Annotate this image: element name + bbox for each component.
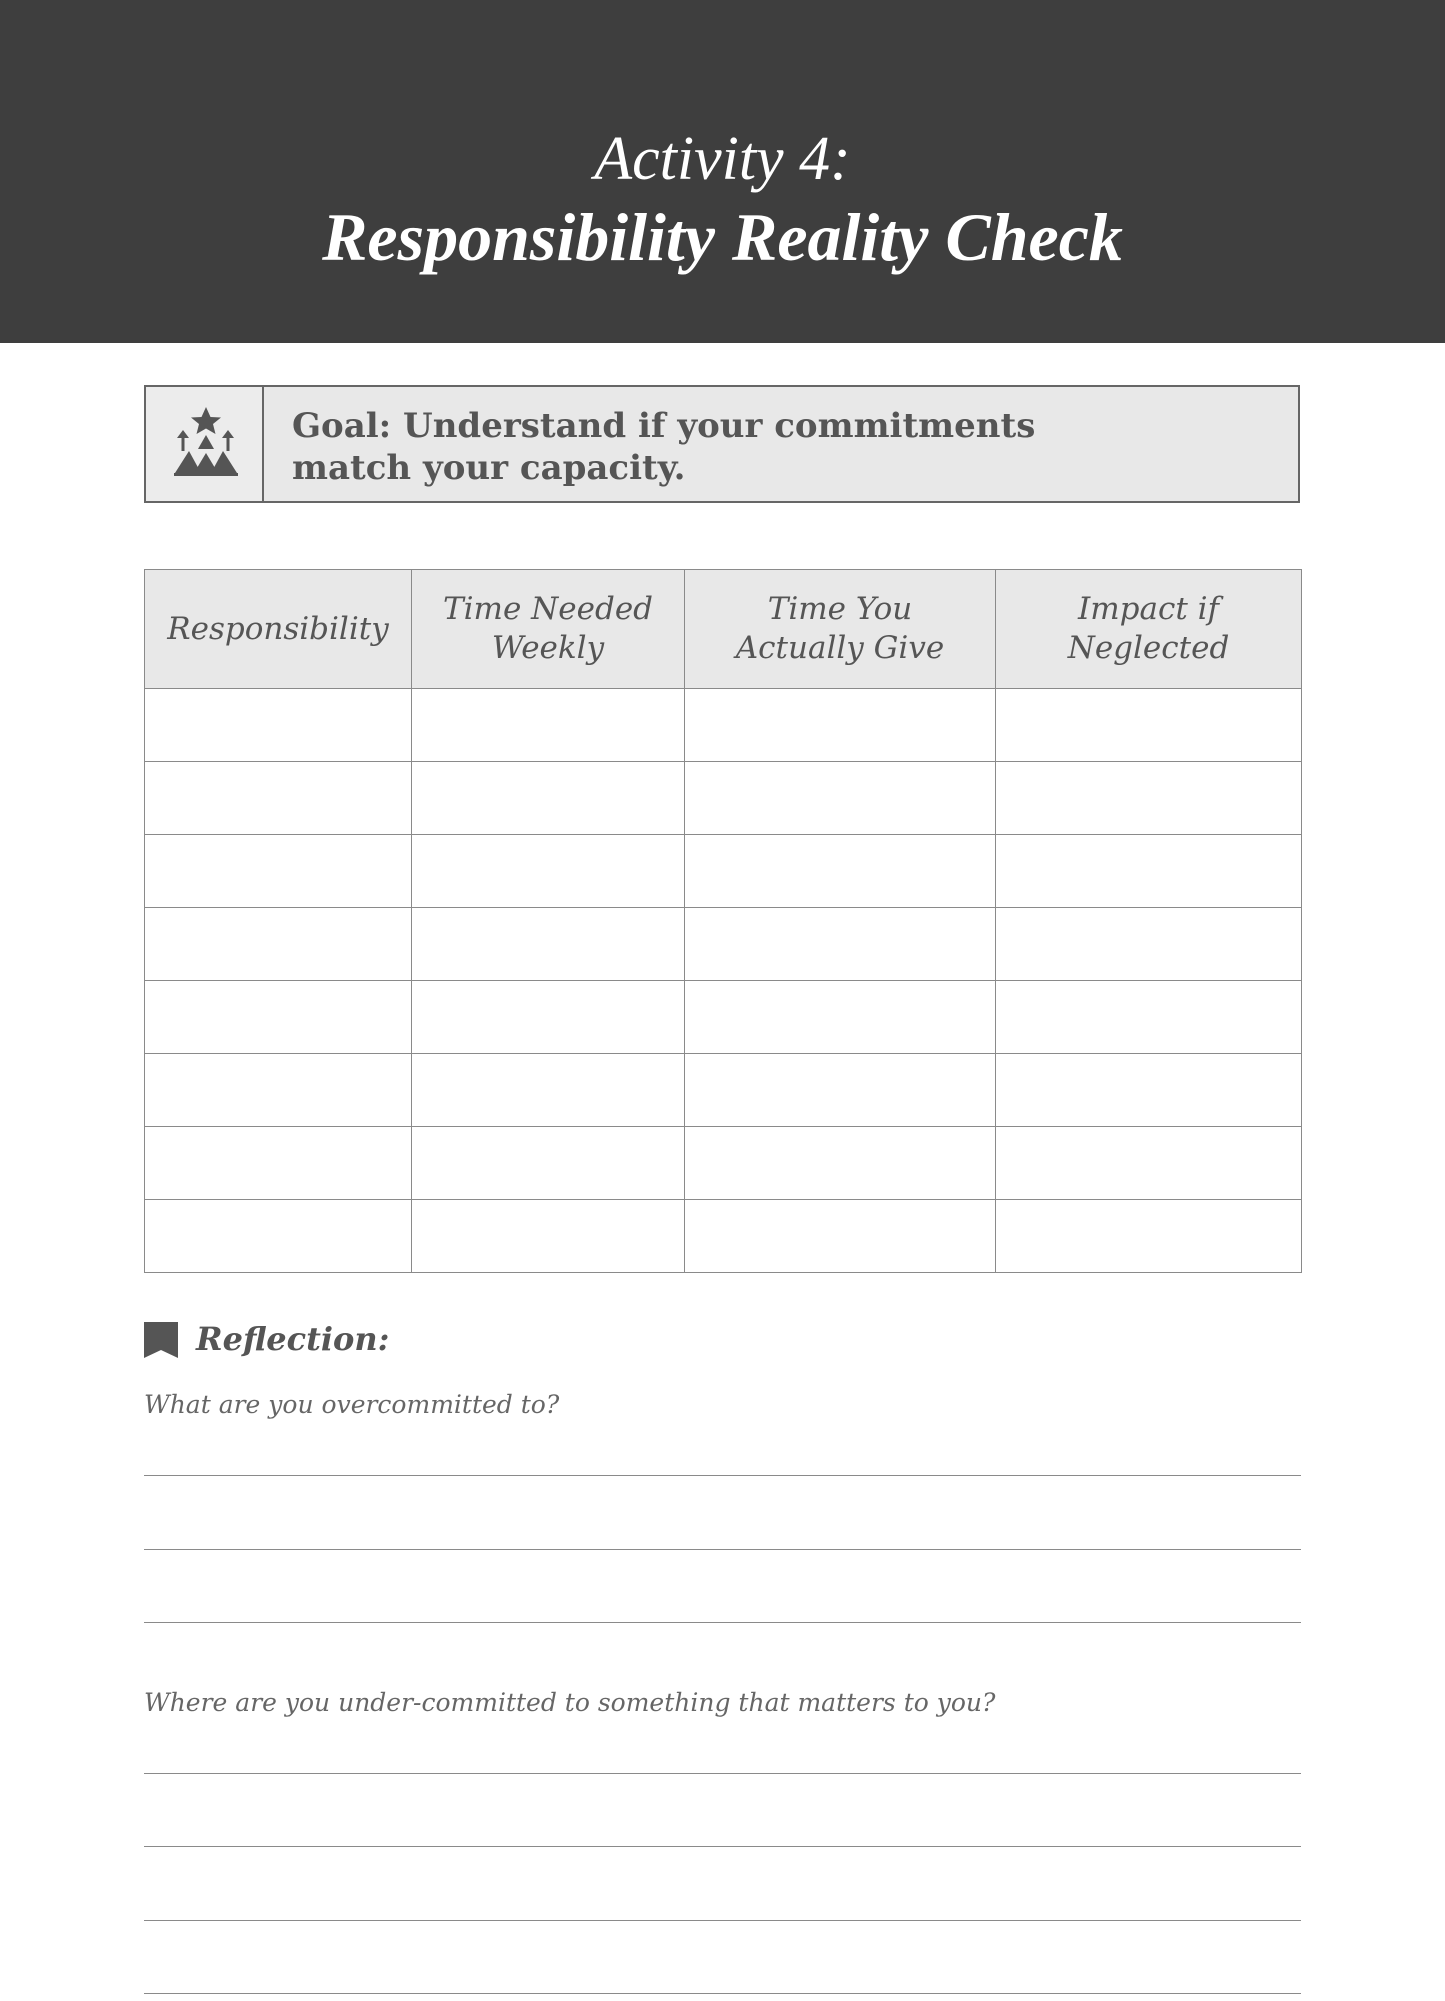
table-cell[interactable]: [412, 762, 685, 835]
table-row: [145, 762, 1302, 835]
column-header-impact: Impact if Neglected: [996, 570, 1302, 689]
writing-line[interactable]: [144, 1549, 1301, 1550]
page-header: [0, 0, 1445, 343]
table-cell[interactable]: [412, 1200, 685, 1273]
table-row: [145, 981, 1302, 1054]
writing-line[interactable]: [144, 1920, 1301, 1921]
writing-line[interactable]: [144, 1475, 1301, 1476]
table-cell[interactable]: [412, 1054, 685, 1127]
goal-box: [144, 385, 1300, 503]
table-cell[interactable]: [685, 835, 996, 908]
table-cell[interactable]: [145, 981, 412, 1054]
table-row: [145, 1054, 1302, 1127]
table-cell[interactable]: [685, 908, 996, 981]
column-header-responsibility: Responsibility: [145, 570, 412, 689]
table-cell[interactable]: [685, 1054, 996, 1127]
table-cell[interactable]: [685, 981, 996, 1054]
table-cell[interactable]: [412, 981, 685, 1054]
table-cell[interactable]: [412, 1127, 685, 1200]
page-title: Responsibility Reality Check: [322, 199, 1123, 275]
table-cell[interactable]: [145, 1127, 412, 1200]
activity-label: Activity 4:: [594, 125, 851, 193]
column-header-time-given: Time You Actually Give: [685, 570, 996, 689]
table-cell[interactable]: [996, 1200, 1302, 1273]
table-cell[interactable]: [685, 689, 996, 762]
bookmark-icon: [144, 1322, 178, 1358]
mountain-star-goal-icon: [172, 407, 240, 479]
table-cell[interactable]: [145, 1054, 412, 1127]
table-cell[interactable]: [145, 762, 412, 835]
table-cell[interactable]: [996, 835, 1302, 908]
table-header-row: [145, 570, 1302, 689]
table-row: [145, 835, 1302, 908]
table-cell[interactable]: [685, 1127, 996, 1200]
table-cell[interactable]: [412, 835, 685, 908]
writing-line[interactable]: [144, 1622, 1301, 1623]
table-cell[interactable]: [145, 908, 412, 981]
table-row: [145, 1200, 1302, 1273]
table-cell[interactable]: [996, 762, 1302, 835]
table-cell[interactable]: [145, 689, 412, 762]
writing-line[interactable]: [144, 1846, 1301, 1847]
question-overcommitted: What are you overcommitted to?: [144, 1390, 560, 1419]
table-cell[interactable]: [685, 762, 996, 835]
table-cell[interactable]: [685, 1200, 996, 1273]
table-row: [145, 908, 1302, 981]
goal-text: Goal: Understand if your commitments match your capacity.: [292, 406, 1036, 488]
table-cell[interactable]: [996, 1127, 1302, 1200]
question-undercommitted: Where are you under-committed to something that matters to you?: [144, 1688, 996, 1717]
table-cell[interactable]: [996, 689, 1302, 762]
table-cell[interactable]: [412, 908, 685, 981]
goal-icon-cell: [146, 387, 264, 501]
table-cell[interactable]: [996, 908, 1302, 981]
responsibility-table: [144, 569, 1302, 1273]
writing-line[interactable]: [144, 1773, 1301, 1774]
table-cell[interactable]: [996, 981, 1302, 1054]
table-row: [145, 689, 1302, 762]
writing-line[interactable]: [144, 1993, 1301, 1994]
table-cell[interactable]: [145, 835, 412, 908]
table-row: [145, 1127, 1302, 1200]
table-cell[interactable]: [996, 1054, 1302, 1127]
reflection-label: Reflection:: [196, 1320, 390, 1358]
table-cell[interactable]: [145, 1200, 412, 1273]
column-header-time-needed: Time Needed Weekly: [412, 570, 685, 689]
table-cell[interactable]: [412, 689, 685, 762]
